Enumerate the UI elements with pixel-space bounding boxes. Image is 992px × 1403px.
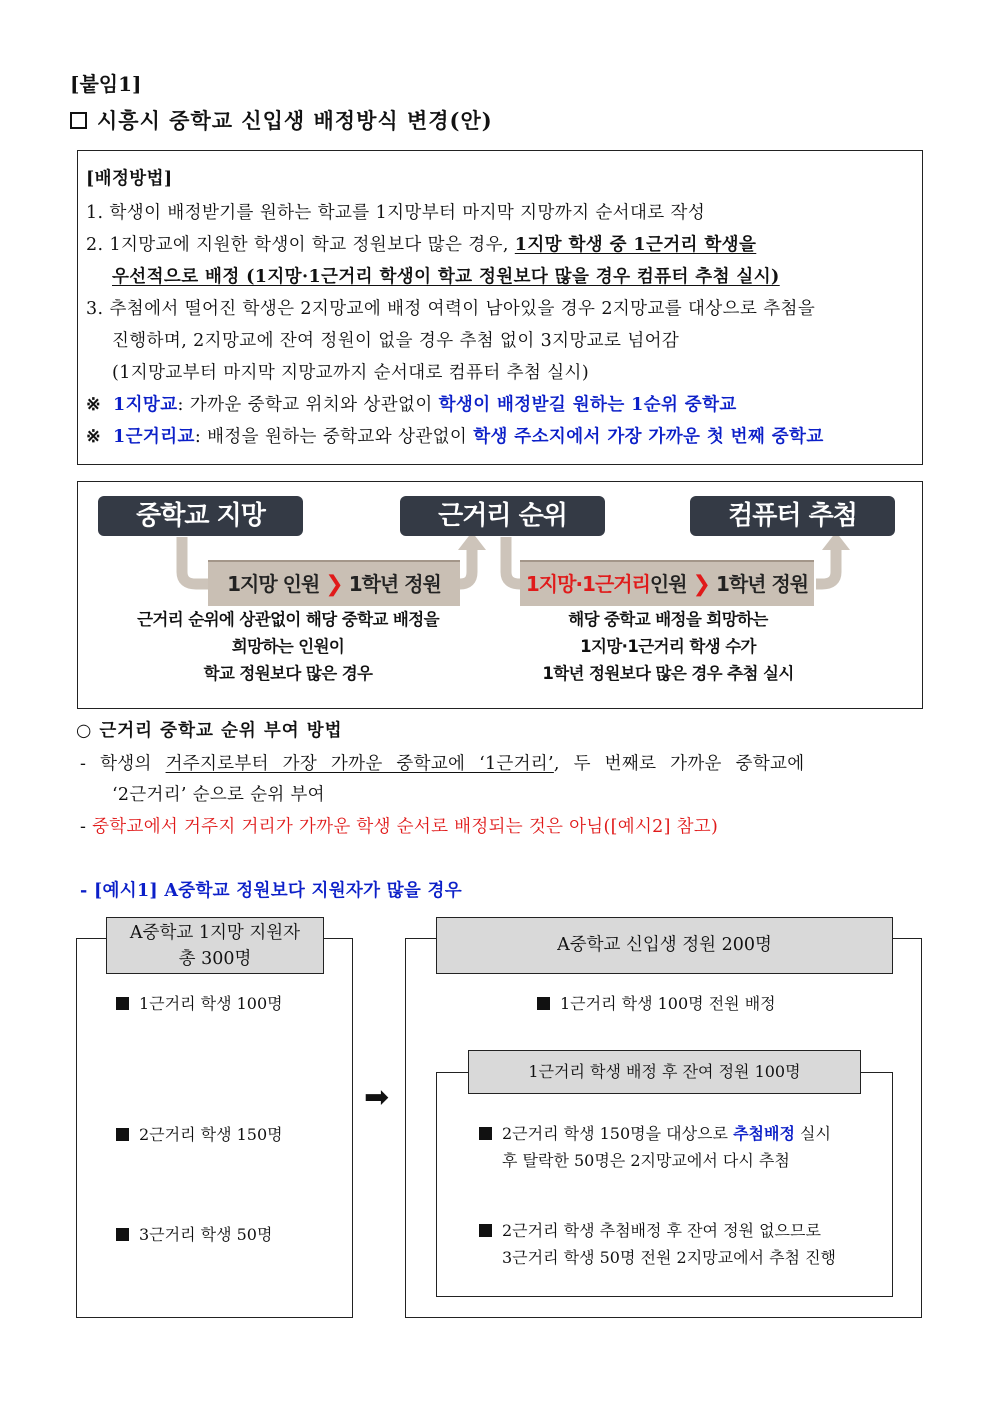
caption-line: 1지망·1근거리 학생 수가 <box>580 637 756 656</box>
bullet-text: , 두 번째로 가까운 중학교에 <box>553 754 805 774</box>
band-right-text: 1학년 정원 <box>715 572 809 596</box>
method-step-3-note: (1지망교부터 마지막 지망교까지 순서대로 컴퓨터 추첨 실시) <box>112 363 590 383</box>
admission-header: A중학교 신입생 정원 200명 <box>436 917 893 974</box>
step-school-choice: 중학교 지망 <box>98 496 303 536</box>
bullet-warning: 중학교에서 거주지 거리가 가까운 학생 순서로 배정되는 것은 아님([예시2] 참고) <box>92 817 719 837</box>
band-highlight-text: 1지망·1근거리 <box>525 572 650 596</box>
item-text: 1근거리 학생 100명 전원 배정 <box>560 994 776 1013</box>
method-step-2-emphasis: 1지망 학생 중 1근거리 학생을 <box>514 235 757 255</box>
method-step-2 <box>86 231 756 256</box>
square-bullet-icon <box>479 1127 492 1140</box>
distance-bullet-1-cont: ‘2근거리’ 순으로 순위 부여 <box>112 785 325 805</box>
band-left-text: 1지망 인원 <box>227 572 320 596</box>
title-text: 시흥시 중학교 신입생 배정방식 변경(안) <box>97 108 493 133</box>
bullet-dash: - 학생의 <box>80 754 166 774</box>
square-bullet-icon <box>116 1228 129 1241</box>
band-left-text: 인원 <box>649 572 687 596</box>
header-line: A중학교 1지망 지원자 <box>129 923 301 943</box>
method-step-2-cont: 우선적으로 배정 (1지망·1근거리 학생이 학교 정원보다 많을 경우 컴퓨터 추첨 실시) <box>112 267 780 287</box>
square-bullet-icon <box>537 997 550 1010</box>
distance-heading: ○ 근거리 중학교 순위 부여 방법 <box>76 721 343 741</box>
square-bullet-icon <box>116 1128 129 1141</box>
item-text: 3근거리 학생 50명 <box>139 1225 273 1244</box>
admission-item-1 <box>537 991 776 1014</box>
note-text: : 가까운 중학교 위치와 상관없이 <box>177 395 439 415</box>
distance-bullet-2 <box>80 813 718 838</box>
square-bullet-icon <box>116 997 129 1010</box>
method-step-2-text: 2. 1지망교에 지원한 학생이 학교 정원보다 많은 경우, <box>86 235 515 255</box>
process-infographic <box>77 481 923 709</box>
remaining-header: 1근거리 학생 배정 후 잔여 정원 100명 <box>468 1050 861 1094</box>
note-definition: 학생 주소지에서 가장 가까운 첫 번째 중학교 <box>473 427 824 447</box>
item-text-cont: 3근거리 학생 50명 전원 2지망교에서 추첨 진행 <box>502 1248 836 1267</box>
applicant-group-3 <box>116 1222 272 1245</box>
note-mark: ※ <box>86 395 102 415</box>
item-text: 2근거리 학생 150명을 대상으로 <box>502 1124 734 1143</box>
attachment-label: [붙임1] <box>70 72 142 96</box>
method-step-3: 3. 추첨에서 떨어진 학생은 2지망교에 배정 여력이 남아있을 경우 2지망교를 대상으로 추첨을 <box>86 299 816 319</box>
caption-line: 1학년 정원보다 많은 경우 추첨 실시 <box>542 664 794 683</box>
example-heading: - [예시1] A중학교 정원보다 지원자가 많을 경우 <box>80 881 462 901</box>
band-right-text: 1학년 정원 <box>348 572 441 596</box>
applicant-group-2 <box>116 1122 283 1145</box>
item-text: 2근거리 학생 150명 <box>139 1125 283 1144</box>
condition-band-2 <box>520 560 814 606</box>
note-text: : 배정을 원하는 중학교와 상관없이 <box>194 427 474 447</box>
item-text: 2근거리 학생 추첨배정 후 잔여 정원 없으므로 <box>502 1221 821 1240</box>
chevron-right-icon: ❯ <box>325 572 343 597</box>
document-title <box>70 105 493 135</box>
item-text-cont: 후 탈락한 50명은 2지망교에서 다시 추첨 <box>502 1151 790 1170</box>
item-emphasis: 추첨배정 <box>733 1124 795 1143</box>
note-first-choice <box>86 391 737 416</box>
note-definition: 학생이 배정받길 원하는 1순위 중학교 <box>438 395 737 415</box>
note-term: 1지망교 <box>113 395 178 415</box>
method-heading: [배정방법] <box>86 169 173 189</box>
step-computer-lottery: 컴퓨터 추첨 <box>690 496 895 536</box>
method-box <box>77 150 923 465</box>
checkbox-icon <box>70 112 87 129</box>
header-line: 총 300명 <box>178 949 252 969</box>
caption-line: 학교 정원보다 많은 경우 <box>203 664 373 683</box>
note-term: 1근거리교 <box>113 427 195 447</box>
method-step-1: 1. 학생이 배정받기를 원하는 학교를 1지망부터 마지막 지망까지 순서대로 작성 <box>86 203 706 223</box>
item-text: 1근거리 학생 100명 <box>139 994 283 1013</box>
bullet-dash: - <box>80 817 93 837</box>
remaining-item-2 <box>479 1217 836 1271</box>
caption-right <box>508 606 828 687</box>
distance-bullet-1 <box>80 750 804 775</box>
chevron-right-icon: ❯ <box>692 572 710 597</box>
condition-band-1 <box>208 560 460 606</box>
caption-left <box>118 606 458 687</box>
caption-line: 해당 중학교 배정을 희망하는 <box>568 610 768 629</box>
applicants-header <box>106 917 324 974</box>
caption-line: 희망하는 인원이 <box>231 637 345 656</box>
right-arrow-icon: ➡ <box>364 1080 390 1115</box>
note-nearest-school <box>86 423 824 448</box>
square-bullet-icon <box>479 1224 492 1237</box>
step-distance-rank: 근거리 순위 <box>400 496 605 536</box>
method-step-3-cont: 진행하며, 2지망교에 잔여 정원이 없을 경우 추첨 없이 3지망교로 넘어감 <box>112 331 680 351</box>
remaining-item-1 <box>479 1120 831 1174</box>
note-mark: ※ <box>86 427 102 447</box>
applicant-group-1 <box>116 991 283 1014</box>
item-text: 실시 <box>794 1124 831 1143</box>
caption-line: 근거리 순위에 상관없이 해당 중학교 배정을 <box>137 610 439 629</box>
bullet-underlined: 거주지로부터 가장 가까운 중학교에 ‘1근거리’ <box>165 754 554 774</box>
